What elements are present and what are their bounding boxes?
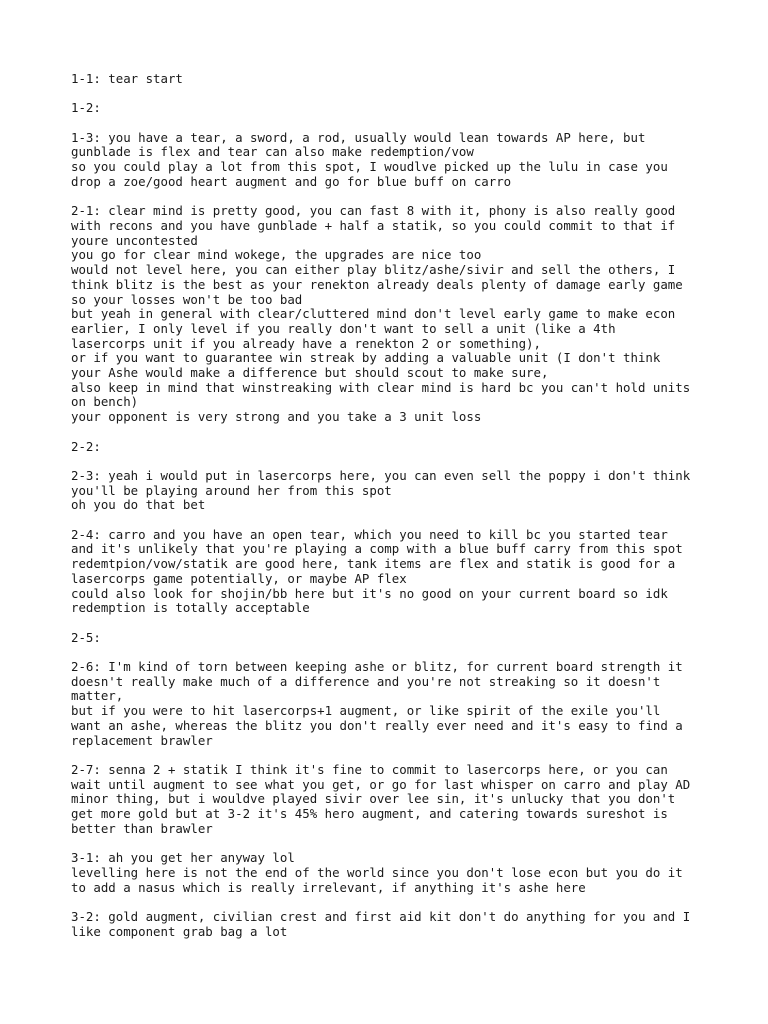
text-line: on bench): [71, 394, 139, 410]
text-line: with recons and you have gunblade + half a statik, so you could commit to that if: [71, 217, 676, 233]
text-line: 2-7: senna 2 + statik I think it's fine to commit to lasercorps here, or you can: [71, 761, 668, 777]
text-line: but if you were to hit lasercorps+1 augment, or like spirit of the exile you'll: [71, 703, 661, 719]
text-line: wait until augment to see what you get, or go for last whisper on carro and play AD: [71, 776, 691, 792]
text-line: you'll be playing around her from this spot: [71, 482, 392, 498]
text-line: 2-4: carro and you have an open tear, which you need to kill bc you started tear: [71, 526, 668, 542]
text-line: and it's unlikely that you're playing a comp with a blue buff carry from this spot: [71, 541, 683, 557]
text-line: levelling here is not the end of the world since you don't lose econ but you do it: [71, 864, 683, 880]
text-line: 2-6: I'm kind of torn between keeping ashe or blitz, for current board strength it: [71, 659, 683, 674]
text-line: could also look for shojin/bb here but it's no good on your current board so idk: [71, 585, 668, 601]
text-line: youre uncontested: [71, 232, 198, 248]
text-line: think blitz is the best as your renekton already deals plenty of damage early game: [71, 276, 683, 292]
text-line: also keep in mind that winstreaking with clear mind is hard bc you can't hold units: [71, 379, 691, 395]
paragraph: [71, 101, 711, 116]
paragraph: [71, 660, 711, 748]
text-line: so your losses won't be too bad: [71, 291, 303, 307]
text-line: earlier, I only level if you really don't want to sell a unit (like a 4th: [71, 320, 616, 336]
text-line: 2-3: yeah i would put in lasercorps here, you can even sell the poppy i don't think: [71, 467, 691, 483]
paragraph: [71, 763, 711, 837]
text-line: 3-2: gold augment, civilian crest and first aid kit don't do anything for you and I: [71, 908, 691, 924]
text-line: so you could play a lot from this spot, I woudlve picked up the lulu in case you: [71, 159, 668, 175]
text-line: 1-2:: [71, 100, 101, 116]
text-line: matter,: [71, 688, 124, 704]
text-line: lasercorps unit if you already have a renekton 2 or something),: [71, 335, 541, 351]
paragraph: [71, 910, 711, 939]
text-line: but yeah in general with clear/cluttered mind don't level early game to make econ: [71, 306, 676, 322]
text-line: get more gold but at 3-2 it's 45% hero augment, and catering towards sureshot is: [71, 806, 668, 822]
paragraph: [71, 528, 711, 616]
text-line: 3-1: ah you get her anyway lol: [71, 850, 295, 866]
paragraph: [71, 72, 711, 87]
text-line: oh you do that bet: [71, 497, 206, 513]
paragraph: [71, 440, 711, 455]
text-line: 2-2:: [71, 438, 101, 454]
text-line: your opponent is very strong and you take a 3 unit loss: [71, 409, 482, 425]
text-line: 1-3: you have a tear, a sword, a rod, usually would lean towards AP here, but: [71, 129, 646, 145]
text-line: minor thing, but i wouldve played sivir over lee sin, it's unlucky that you don't: [71, 791, 676, 807]
text-line: redemtpion/vow/statik are good here, tank items are flex and statik is good for a: [71, 556, 676, 572]
text-line: drop a zoe/good heart augment and go for blue buff on carro: [71, 173, 512, 189]
paragraph: [71, 631, 711, 646]
paragraph: [71, 204, 711, 425]
text-line: lasercorps game potentially, or maybe AP flex: [71, 570, 407, 586]
text-line: like component grab bag a lot: [71, 923, 288, 939]
text-line: doesn't really make much of a difference and you're not streaking so it doesn't: [71, 673, 661, 689]
text-line: gunblade is flex and tear can also make redemption/vow: [71, 144, 474, 160]
text-line: redemption is totally acceptable: [71, 600, 310, 616]
text-line: your Ashe would make a difference but should scout to make sure,: [71, 365, 549, 381]
text-line: 1-1: tear start: [71, 71, 183, 86]
text-line: or if you want to guarantee win streak by adding a valuable unit (I don't think: [71, 350, 661, 366]
text-line: replacement brawler: [71, 732, 213, 748]
text-line: 2-5:: [71, 629, 101, 645]
text-line: to add a nasus which is really irrelevant, if anything it's ashe here: [71, 879, 586, 895]
text-line: better than brawler: [71, 820, 213, 836]
paragraph: [71, 469, 711, 513]
paragraph: [71, 851, 711, 895]
text-line: you go for clear mind wokege, the upgrades are nice too: [71, 247, 482, 263]
text-line: would not level here, you can either play blitz/ashe/sivir and sell the others, I: [71, 262, 676, 278]
text-line: 2-1: clear mind is pretty good, you can fast 8 with it, phony is also really good: [71, 203, 676, 219]
document-page: [71, 72, 711, 954]
paragraph: [71, 131, 711, 190]
text-line: want an ashe, whereas the blitz you don't really ever need and it's easy to find a: [71, 717, 683, 733]
